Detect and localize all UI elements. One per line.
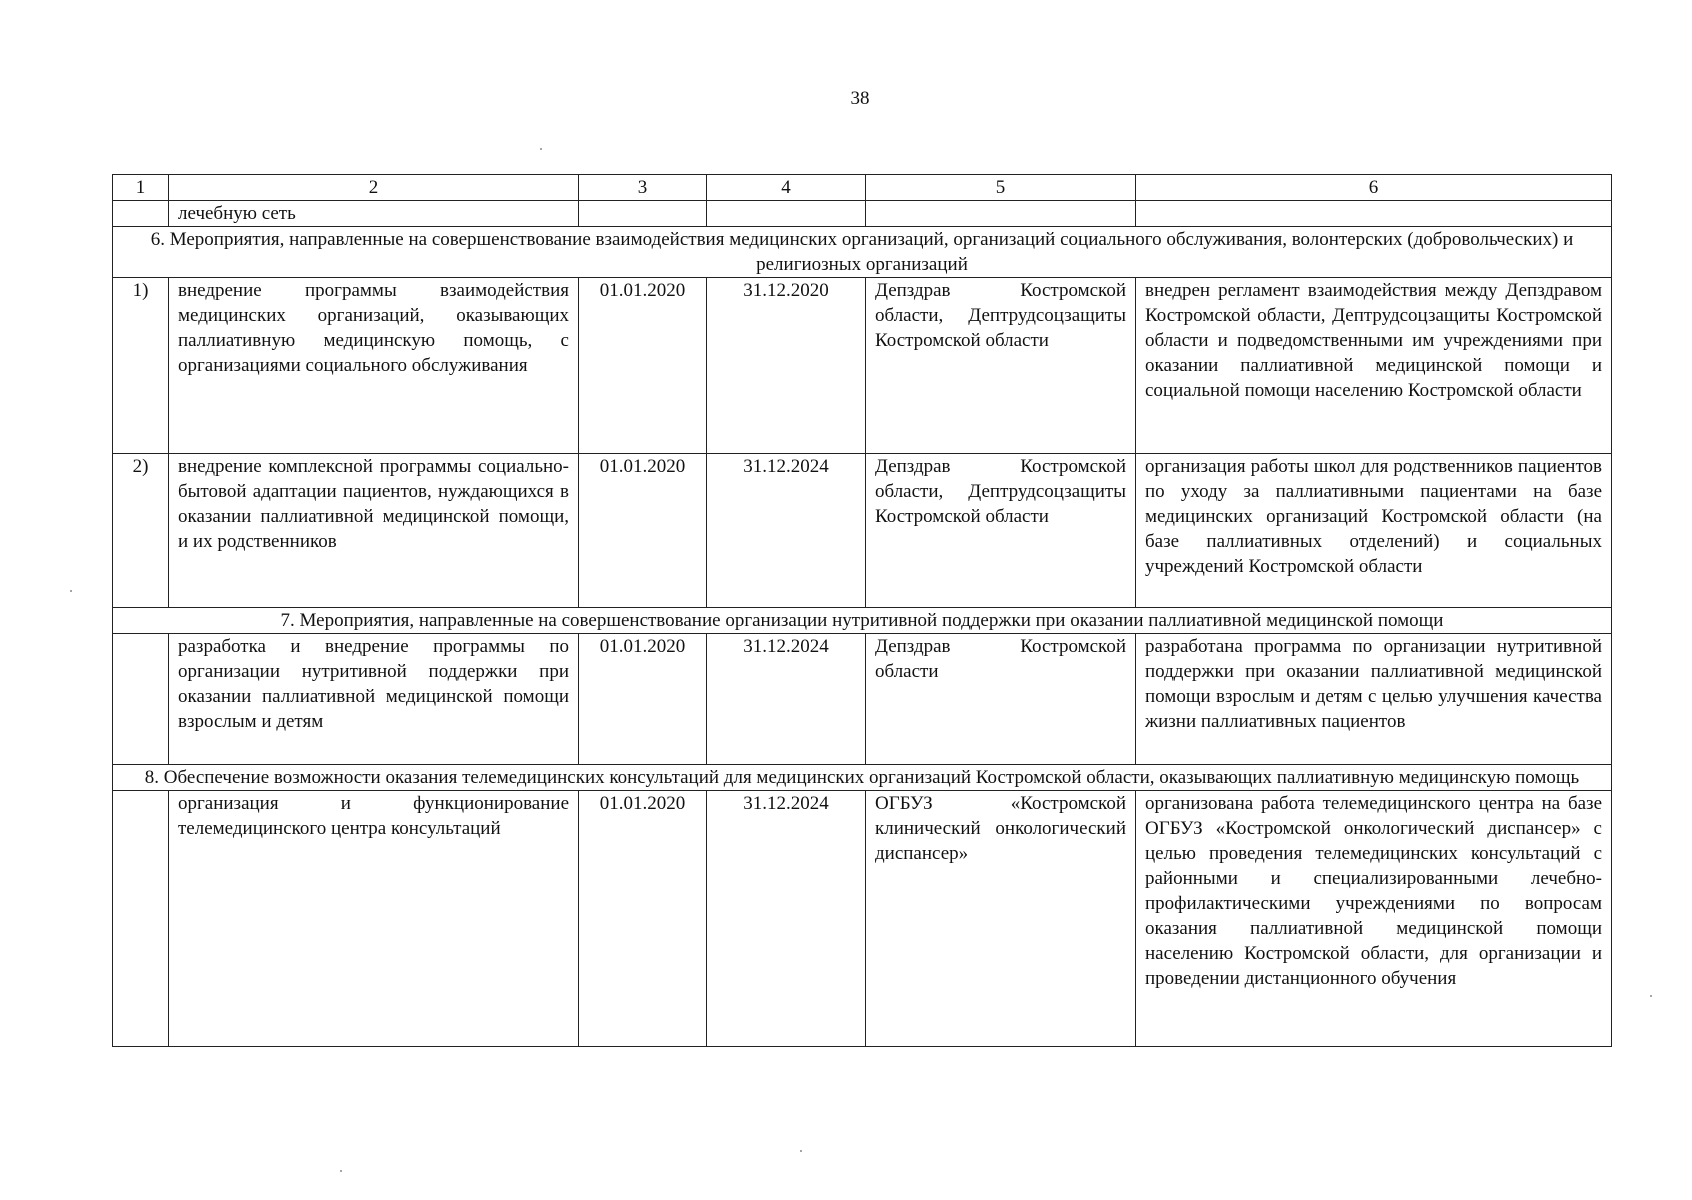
scan-speck [800, 1150, 802, 1152]
end-date: 31.12.2024 [707, 454, 866, 608]
scan-speck [340, 1170, 342, 1172]
table-row [113, 278, 1612, 454]
column-number-row [113, 175, 1612, 201]
section-title: 8. Обеспечение возможности оказания телемедицинских консультаций для медицинских организаций Костромской области, оказывающих паллиативную медицинскую помощь [113, 765, 1612, 791]
table-row [113, 791, 1612, 1047]
end-date: 31.12.2024 [707, 791, 866, 1047]
measure-text: разработка и внедрение программы по организации нутритивной поддержки при оказании паллиативной медицинской помощи взрослым и детям [169, 634, 579, 765]
section-title: 7. Мероприятия, направленные на совершенствование организации нутритивной поддержки при оказании паллиативной медицинской помощи [113, 608, 1612, 634]
row-number: 2) [113, 454, 169, 608]
column-header: 4 [707, 175, 866, 201]
row-number [113, 634, 169, 765]
measure-text: организация и функционирование телемедицинского центра консультаций [169, 791, 579, 1047]
start-date: 01.01.2020 [579, 634, 707, 765]
column-header: 3 [579, 175, 707, 201]
table-row [113, 634, 1612, 765]
start-date: 01.01.2020 [579, 278, 707, 454]
executor: Депздрав Костромской области [866, 634, 1136, 765]
scan-speck [70, 590, 72, 592]
expected-result [1136, 201, 1612, 227]
expected-result: организация работы школ для родственников пациентов по уходу за паллиативными пациентами на базе медицинских организаций Костромской области (на базе паллиативных отделений) и социальных учреждений Костромской области [1136, 454, 1612, 608]
start-date: 01.01.2020 [579, 791, 707, 1047]
executor [866, 201, 1136, 227]
section-heading-row [113, 765, 1612, 791]
row-number [113, 791, 169, 1047]
measure-text: лечебную сеть [169, 201, 579, 227]
executor: Депздрав Костромской области, Дептрудсоцзащиты Костромской области [866, 278, 1136, 454]
expected-result: разработана программа по организации нутритивной поддержки при оказании паллиативной медицинской помощи взрослым и детям с целью улучшения качества жизни паллиативных пациентов [1136, 634, 1612, 765]
row-number [113, 201, 169, 227]
page-number: 38 [850, 88, 870, 109]
start-date: 01.01.2020 [579, 454, 707, 608]
measures-table [112, 174, 1612, 1047]
table-row [113, 454, 1612, 608]
section-heading-row [113, 608, 1612, 634]
measure-text: внедрение программы взаимодействия медицинских организаций, оказывающих паллиативную медицинскую помощь, с организациями социального обслуживания [169, 278, 579, 454]
continuation-row [113, 201, 1612, 227]
column-header: 1 [113, 175, 169, 201]
measure-text: внедрение комплексной программы социально-бытовой адаптации пациентов, нуждающихся в оказании паллиативной медицинской помощи, и их родственников [169, 454, 579, 608]
end-date: 31.12.2020 [707, 278, 866, 454]
expected-result: внедрен регламент взаимодействия между Депздравом Костромской области, Дептрудсоцзащиты Костромской области и подведомственными им учреждениями при оказании паллиативной медицинской помощи и социальной помощи населению Костромской области [1136, 278, 1612, 454]
executor: Депздрав Костромской области, Дептрудсоцзащиты Костромской области [866, 454, 1136, 608]
row-number: 1) [113, 278, 169, 454]
section-title: 6. Мероприятия, направленные на совершенствование взаимодействия медицинских организаций, организаций социального обслуживания, волонтерских (добровольческих) и религиозных организаций [113, 227, 1612, 278]
expected-result: организована работа телемедицинского центра на базе ОГБУЗ «Костромской онкологический диспансер» с целью проведения телемедицинских консультаций с районными и специализированными лечебно-профилактическими учреждениями по вопросам оказания паллиативной медицинской помощи населению Костромской области, для организации и проведении дистанционного обучения [1136, 791, 1612, 1047]
scan-speck [1650, 995, 1652, 997]
executor: ОГБУЗ «Костромской клинический онкологический диспансер» [866, 791, 1136, 1047]
scan-speck [540, 148, 542, 150]
section-heading-row [113, 227, 1612, 278]
end-date: 31.12.2024 [707, 634, 866, 765]
end-date [707, 201, 866, 227]
column-header: 5 [866, 175, 1136, 201]
column-header: 2 [169, 175, 579, 201]
column-header: 6 [1136, 175, 1612, 201]
start-date [579, 201, 707, 227]
